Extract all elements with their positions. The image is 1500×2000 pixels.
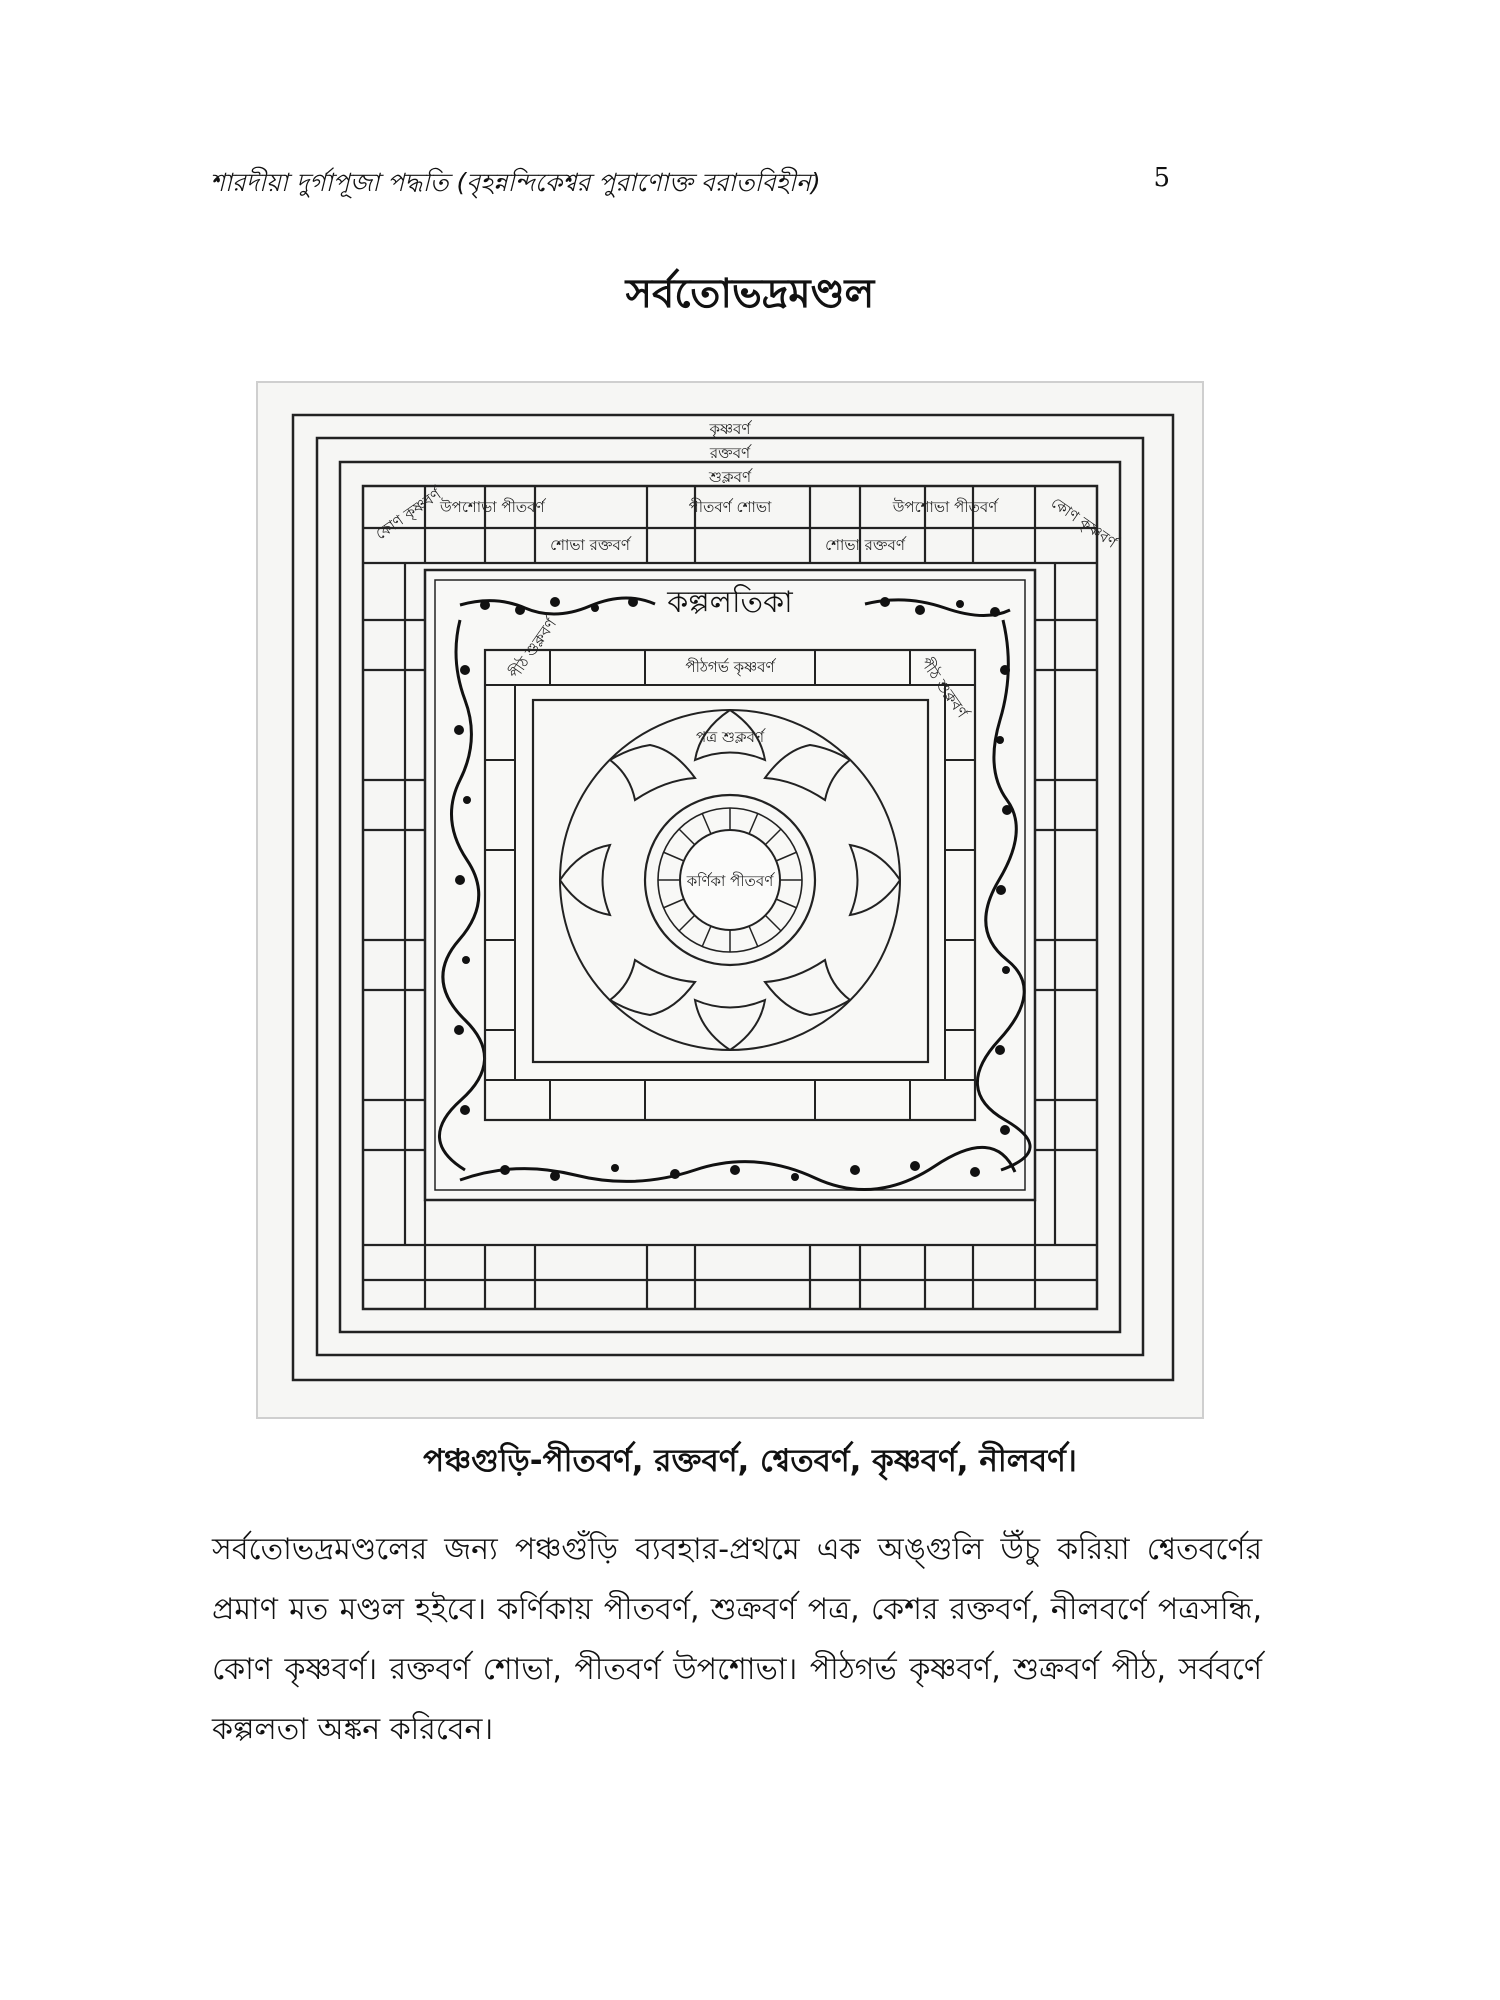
label-gate-center: পীতবর্ণ শোভা (688, 498, 772, 516)
label-band1: কৃষ্ণবর্ণ (709, 420, 751, 438)
label-bay-right: শোভা রক্তবর্ণ (825, 536, 905, 554)
label-corner-right: কোণ কৃষ্ণবর্ণ (1047, 493, 1121, 552)
label-pithagarbha: পীঠগর্ভ কৃষ্ণবর্ণ (685, 658, 775, 676)
label-pitha-right: পীঠ শুক্লবর্ণ (916, 653, 972, 722)
label-kalpalatika: কল্পলতিকা (667, 585, 793, 620)
label-karnika: কর্ণিকা পীতবর্ণ (686, 872, 774, 890)
label-petal-top: পত্র শুক্লবর্ণ (695, 728, 765, 746)
page-number: 5 (1153, 163, 1170, 193)
page-title: সর্বতোভদ্রমণ্ডল (625, 271, 875, 317)
running-title: শারদীয়া দুর্গাপূজা পদ্ধতি (বৃহন্নন্দিকেশ্বর পুরাণোক্ত বরাতবিহীন) (210, 168, 821, 197)
label-band3: শুক্লবর্ণ (708, 468, 752, 486)
running-header (210, 163, 1170, 206)
label-bay-left: শোভা রক্তবর্ণ (550, 536, 630, 554)
sarvatobhadra-mandala-diagram (255, 380, 1205, 1420)
label-pitha-left: পীঠ শুক্লবর্ণ (505, 615, 561, 683)
label-corner-left: কোণ কৃষ্ণবর্ণ (371, 485, 445, 544)
label-gate-left: উপশোভা পীতবর্ণ (440, 498, 545, 516)
figure-caption: পঞ্চগুড়ি-পীতবর্ণ, রক্তবর্ণ, শ্বেতবর্ণ, কৃষ্ণবর্ণ, নীলবর্ণ। (423, 1443, 1077, 1479)
label-band2: রক্তবর্ণ (709, 444, 751, 462)
mandala-figure (255, 380, 1205, 1420)
body-paragraph: সর্বতোভদ্রমণ্ডলের জন্য পঞ্চগুঁড়ি ব্যবহার-প্রথমে এক অঙ্গুলি উঁচু করিয়া শ্বেতবর্ণের প্রমাণ মত মণ্ডল হইবে। কর্ণিকায় পীতবর্ণ, শুক্রবর্ণ পত্র, কেশর রক্তবর্ণ, নীলবর্ণে পত্রসন্ধি, কোণ কৃষ্ণবর্ণ। রক্তবর্ণ শোভা, পীতবর্ণ উপশোভা। পীঠগর্ভ কৃষ্ণবর্ণ, শুক্রবর্ণ পীঠ, সর্ববর্ণে কল্পলতা অঙ্কন করিবেন। (212, 1532, 1262, 1747)
label-gate-right: উপশোভা পীতবর্ণ (892, 498, 998, 516)
